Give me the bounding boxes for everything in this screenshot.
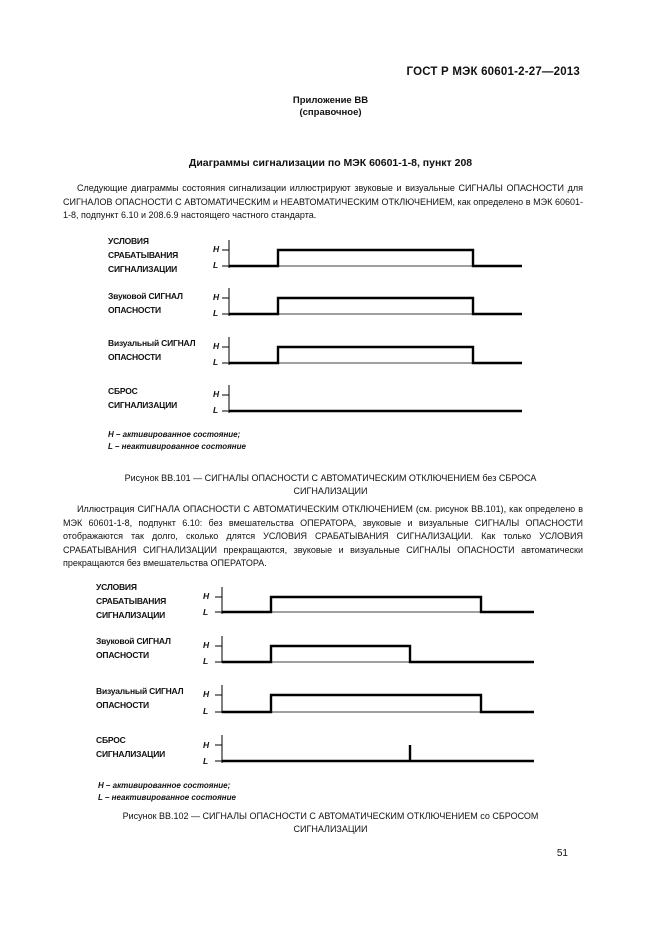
page-number: 51 [556, 848, 568, 859]
appendix-title: Приложение ВВ [292, 95, 369, 106]
fig1-label-alarm-reset: СБРОС СИГНАЛИЗАЦИИ [108, 386, 178, 410]
fig1-label-visual-signal: Визуальный СИГНАЛ ОПАСНОСТИ [108, 338, 196, 362]
fig1-waveforms [222, 240, 522, 413]
fig2-axes [215, 587, 222, 763]
fig2-wave-visual [222, 695, 534, 712]
appendix-subtitle: (справочное) [299, 107, 362, 118]
fig1-l-label: L [213, 357, 219, 367]
fig1-axes [222, 240, 229, 413]
fig1-h-label: H [213, 244, 220, 254]
fig1-wave-auditory [229, 298, 522, 314]
fig1-caption: Рисунок ВВ.101 — СИГНАЛЫ ОПАСНОСТИ С АВТОМАТИЧЕСКИМ ОТКЛЮЧЕНИЕМ без СБРОСА СИГНАЛИЗАЦИИ [124, 473, 537, 496]
fig1-h-label: H [213, 389, 220, 399]
fig1-label-auditory-signal: Звуковой СИГНАЛ ОПАСНОСТИ [108, 291, 183, 315]
fig2-caption: Рисунок ВВ.102 — СИГНАЛЫ ОПАСНОСТИ С АВТОМАТИЧЕСКИМ ОТКЛЮЧЕНИЕМ со СБРОСОМ СИГНАЛИЗАЦИИ [122, 811, 539, 834]
fig1-l-label: L [213, 308, 219, 318]
fig1-legend: H – активированное состояние; L – неактивированное состояние [108, 430, 246, 451]
fig1-wave-alarm-condition [229, 250, 522, 266]
fig1-l-label: L [213, 405, 219, 415]
fig1-wave-visual [229, 347, 522, 363]
fig2-wave-auditory [222, 646, 534, 662]
fig1-active-baselines [278, 266, 473, 363]
fig2-wave-alarm-condition [222, 597, 534, 612]
fig2-label-alarm-reset: СБРОС СИГНАЛИЗАЦИИ [96, 735, 166, 759]
fig2-l-label: L [203, 656, 209, 666]
section-title: Диаграммы сигнализации по МЭК 60601-1-8, пункт 208 [188, 157, 473, 169]
fig1-h-label: H [213, 341, 220, 351]
fig2-h-label: H [203, 640, 210, 650]
fig1-l-label: L [213, 260, 219, 270]
fig2-l-label: L [203, 706, 209, 716]
fig1-h-label: H [213, 292, 220, 302]
fig2-label-visual-signal: Визуальный СИГНАЛ ОПАСНОСТИ [96, 686, 184, 710]
fig1-label-alarm-condition: УСЛОВИЯ СРАБАТЫВАНИЯ СИГНАЛИЗАЦИИ [108, 236, 179, 274]
fig2-h-label: H [203, 591, 210, 601]
fig2-label-alarm-condition: УСЛОВИЯ СРАБАТЫВАНИЯ СИГНАЛИЗАЦИИ [96, 582, 167, 620]
intro-text: Следующие диаграммы состояния сигнализации иллюстрируют звуковые и визуальные СИГНАЛЫ ОПАСНОСТИ для СИГНАЛОВ ОПАСНОСТИ С АВТОМАТИЧЕСКИМ и НЕАВТОМАТИЧЕСКИМ ОТКЛЮЧЕНИЕМ, как определено в МЭК 60601-1-8, подпункт 6.10 и 208.6.9 настоящего частного стандарта. [63, 183, 583, 220]
fig2-l-label: L [203, 607, 209, 617]
fig2-waveforms [215, 587, 534, 763]
document-header: ГОСТ Р МЭК 60601-2-27—2013 [406, 66, 580, 78]
fig2-h-label: H [203, 740, 210, 750]
fig2-legend: H – активированное состояние; L – неактивированное состояние [98, 781, 236, 802]
middle-text: Иллюстрация СИГНАЛА ОПАСНОСТИ С АВТОМАТИЧЕСКИМ ОТКЛЮЧЕНИЕМ (см. рисунок ВВ.101), как определено в МЭК 60601-1-8, подпункт 6.10: без вмешательства ОПЕРАТОРА, звуковые и визуальные СИГНАЛЫ ОПАСНОСТИ отображаются так долго, сколько длятся УСЛОВИЯ СРАБАТЫВАНИЯ СИГНАЛИЗАЦИИ. Как только УСЛОВИЯ СРАБАТЫВАНИЯ СИГНАЛИЗАЦИИ прекращаются, звуковые и визуальные СИГНАЛЫ ОПАСНОСТИ автоматически прекращаются без вмешательства ОПЕРАТОРА. [63, 504, 583, 568]
fig2-h-label: H [203, 689, 210, 699]
fig2-l-label: L [203, 756, 209, 766]
fig2-label-auditory-signal: Звуковой СИГНАЛ ОПАСНОСТИ [96, 636, 171, 660]
